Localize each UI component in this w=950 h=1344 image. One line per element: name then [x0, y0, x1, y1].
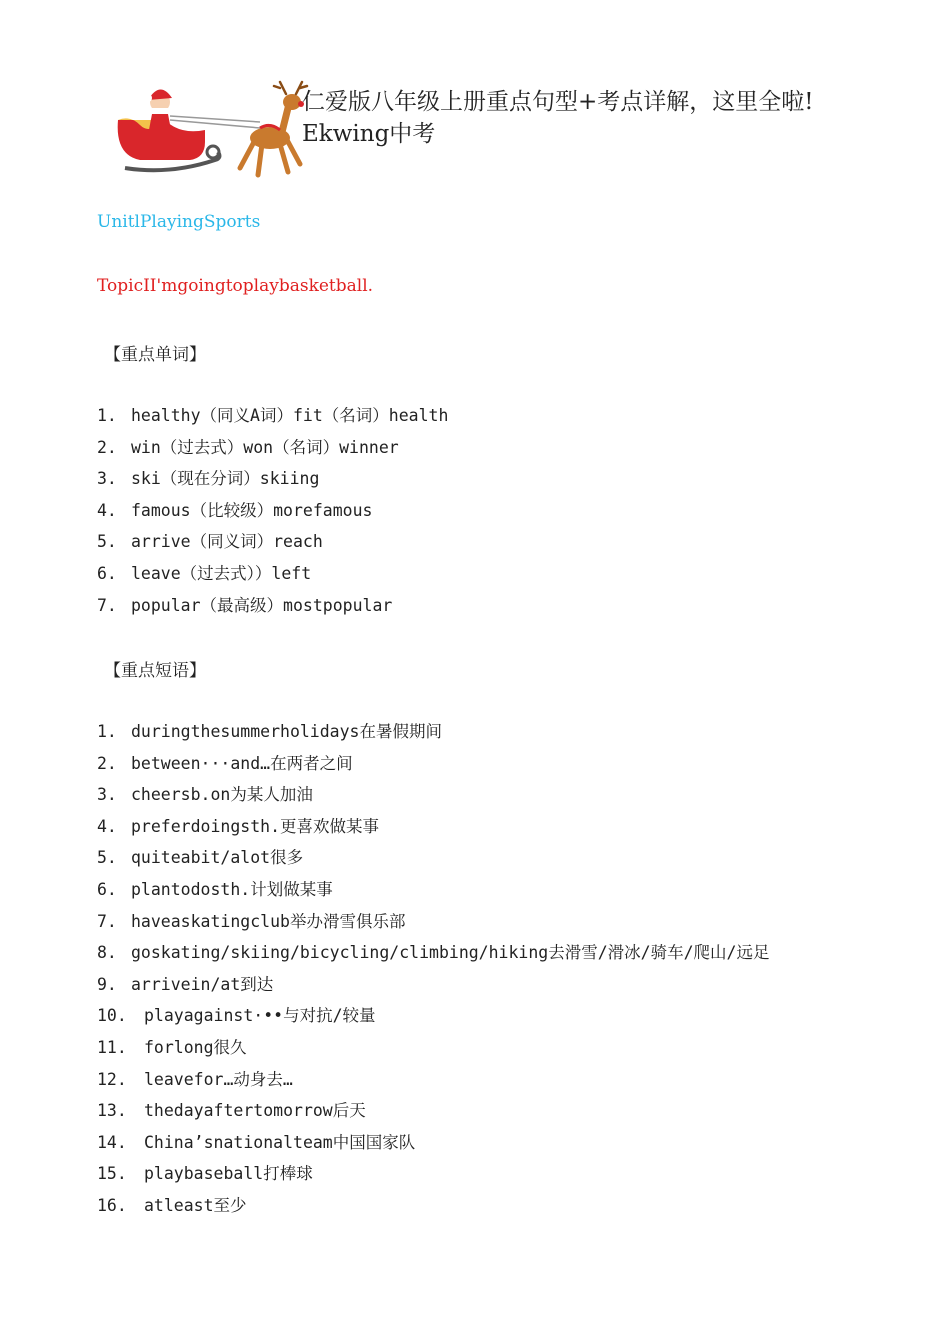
item-number: 3.	[97, 469, 117, 489]
item-number: 13.	[97, 1101, 127, 1121]
item-number: 6.	[97, 563, 117, 583]
header	[110, 80, 910, 190]
item-number: 2.	[97, 753, 117, 773]
key-phrases-list	[97, 716, 769, 1222]
list-item	[97, 526, 448, 558]
item-number: 1.	[97, 722, 117, 741]
title-line-1: 仁爱版八年级上册重点句型+考点详解，这里全啦!	[302, 89, 814, 115]
list-item	[97, 748, 769, 780]
topic-heading: TopicII'mgoingtoplaybasketball.	[97, 276, 374, 296]
item-number: 3.	[97, 785, 117, 805]
item-number: 9.	[97, 974, 117, 994]
page-title	[302, 86, 814, 150]
item-text: leave（过去式））left	[131, 563, 312, 583]
list-item	[97, 1127, 769, 1159]
item-text: playbaseball打棒球	[144, 1164, 313, 1184]
item-text: goskating/skiing/bicycling/climbing/hiking去滑雪/滑冰/骑车/爬山/远足	[131, 943, 770, 963]
item-text: win（过去式）won（名词）winner	[131, 437, 399, 457]
item-text: plantodosth.计划做某事	[131, 879, 333, 899]
item-number: 5.	[97, 848, 117, 868]
item-number: 7.	[97, 595, 117, 615]
list-item	[97, 1000, 769, 1032]
item-text: preferdoingsth.更喜欢做某事	[131, 816, 380, 836]
item-text: forlong很久	[144, 1037, 247, 1057]
key-words-list	[97, 400, 448, 621]
list-item	[97, 937, 769, 969]
item-number: 8.	[97, 943, 117, 963]
list-item	[97, 779, 769, 811]
item-number: 4.	[97, 816, 117, 836]
list-item	[97, 463, 448, 495]
item-number: 7.	[97, 911, 117, 931]
item-text: famous（比较级）morefamous	[131, 500, 373, 520]
item-text: popular（最高级）mostpopular	[131, 595, 393, 615]
title-line-2: Ekwing中考	[302, 121, 436, 147]
item-number: 16.	[97, 1195, 127, 1215]
item-text: arrivein/at到达	[131, 974, 274, 994]
item-text: between···and…在两者之间	[131, 753, 353, 773]
item-text: playagainst·••与对抗/较量	[144, 1006, 376, 1026]
list-item	[97, 716, 769, 748]
list-item	[97, 558, 448, 590]
item-text: leavefor…动身去…	[144, 1069, 293, 1089]
item-number: 12.	[97, 1069, 127, 1089]
item-text: haveaskatingclub举办滑雪俱乐部	[131, 911, 406, 931]
unit-heading: UnitlPlayingSports	[97, 212, 261, 232]
item-number: 4.	[97, 500, 117, 520]
item-text: healthy（同义A词）fit（名词）health	[131, 406, 449, 425]
key-words-heading: 【重点单词】	[104, 345, 206, 365]
list-item	[97, 1032, 769, 1064]
item-text: arrive（同义词）reach	[131, 532, 323, 552]
list-item	[97, 842, 769, 874]
list-item	[97, 1064, 769, 1096]
list-item	[97, 432, 448, 464]
item-text: quiteabit/alot很多	[131, 848, 304, 868]
list-item	[97, 874, 769, 906]
list-item	[97, 1158, 769, 1190]
list-item	[97, 906, 769, 938]
item-number: 15.	[97, 1164, 127, 1184]
santa-sleigh-reindeer-icon	[110, 80, 310, 180]
list-item	[97, 590, 448, 622]
item-text: China’snationalteam中国国家队	[144, 1132, 416, 1152]
item-number: 5.	[97, 532, 117, 552]
list-item	[97, 400, 448, 432]
list-item	[97, 811, 769, 843]
item-text: ski（现在分词）skiing	[131, 469, 320, 489]
list-item	[97, 1190, 769, 1222]
item-text: atleast至少	[144, 1195, 247, 1215]
list-item	[97, 969, 769, 1001]
item-number: 1.	[97, 406, 117, 425]
list-item	[97, 495, 448, 527]
item-text: thedayaftertomorrow后天	[144, 1101, 366, 1121]
item-number: 14.	[97, 1132, 127, 1152]
item-number: 10.	[97, 1006, 127, 1026]
item-text: cheersb.on为某人加油	[131, 785, 313, 805]
item-number: 2.	[97, 437, 117, 457]
item-number: 11.	[97, 1037, 127, 1057]
key-phrases-heading: 【重点短语】	[104, 661, 206, 681]
item-text: duringthesummerholidays在暑假期间	[131, 722, 442, 741]
item-number: 6.	[97, 879, 117, 899]
list-item	[97, 1095, 769, 1127]
